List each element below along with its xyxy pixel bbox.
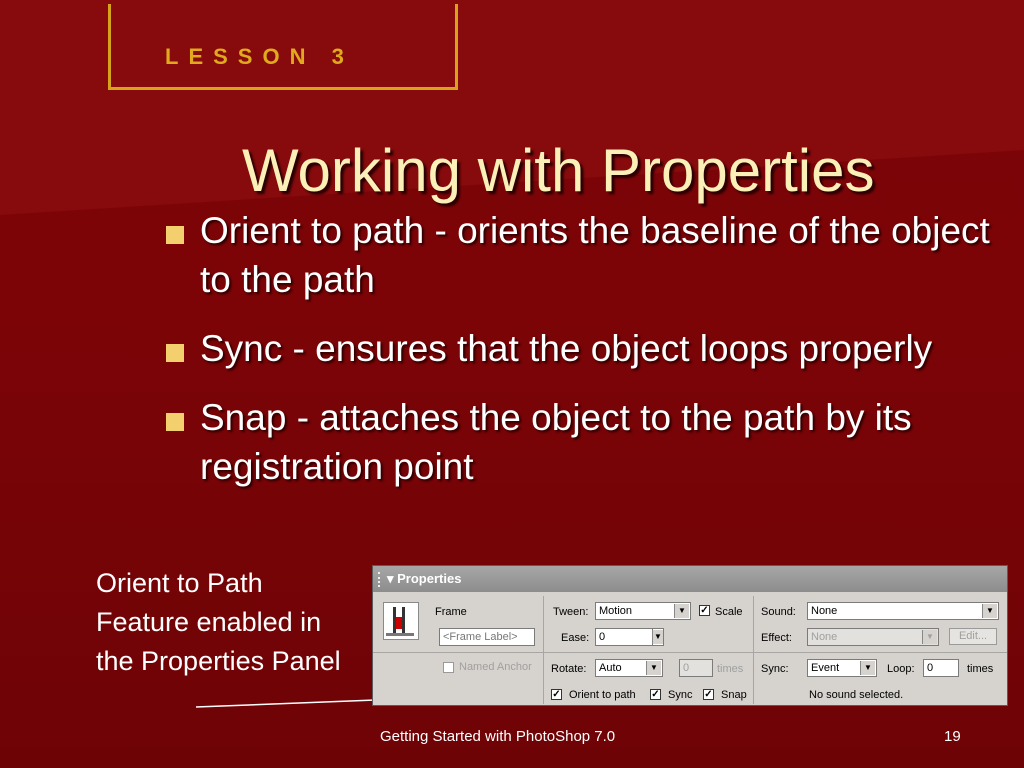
- chevron-down-icon[interactable]: ▼: [922, 630, 937, 644]
- divider: [373, 652, 1008, 653]
- bullet-text: Snap - attaches the object to the path by its registration point: [200, 397, 912, 487]
- frame-label-input[interactable]: <Frame Label>: [439, 628, 535, 646]
- named-anchor-checkbox[interactable]: [443, 662, 454, 673]
- ease-input[interactable]: 0: [595, 628, 655, 646]
- times-label: times: [717, 663, 744, 675]
- bullet-list: [162, 206, 1002, 511]
- rotate-select[interactable]: [595, 659, 663, 677]
- tween-value: Motion: [599, 605, 633, 617]
- ease-stepper[interactable]: [652, 628, 664, 646]
- panel-caption: Orient to Path Feature enabled in the Properties Panel: [96, 568, 341, 676]
- bullet-item: [162, 206, 1002, 304]
- chevron-down-icon[interactable]: ▼: [982, 604, 997, 618]
- chevron-down-icon[interactable]: ▼: [674, 604, 689, 618]
- scale-checkbox[interactable]: ✓: [700, 605, 709, 616]
- scale-label: Scale: [715, 606, 743, 618]
- loop-input[interactable]: 0: [923, 659, 959, 677]
- orient-to-path-label: Orient to path: [569, 689, 636, 701]
- effect-label: Effect:: [761, 632, 792, 644]
- properties-panel: [372, 565, 1008, 706]
- snap-label: Snap: [721, 689, 747, 701]
- loop-times-label: times: [967, 663, 994, 675]
- sync-checkbox[interactable]: ✓: [651, 689, 660, 700]
- chevron-down-icon[interactable]: ▼: [860, 661, 875, 675]
- bullet-square-icon: [166, 344, 184, 362]
- edit-button[interactable]: Edit...: [949, 628, 997, 645]
- sound-value: None: [811, 605, 838, 617]
- lesson-label: LESSON 3: [165, 44, 354, 69]
- tween-select[interactable]: [595, 602, 691, 620]
- divider: [543, 596, 544, 704]
- sound-label: Sound:: [761, 606, 796, 618]
- panel-header[interactable]: [373, 566, 1007, 592]
- effect-select[interactable]: [807, 628, 939, 646]
- bullet-square-icon: [166, 226, 184, 244]
- loop-label: Loop:: [887, 663, 915, 675]
- sound-status: No sound selected.: [809, 689, 904, 701]
- bullet-text: Orient to path - orients the baseline of the object to the path: [200, 210, 990, 300]
- rotate-value: Auto: [599, 662, 622, 674]
- named-anchor-label: Named Anchor: [459, 661, 532, 673]
- page-number: 19: [944, 728, 961, 745]
- sound-select[interactable]: [807, 602, 999, 620]
- bullet-text: Sync - ensures that the object loops properly: [200, 328, 933, 369]
- tween-label: Tween:: [553, 606, 589, 618]
- chevron-down-icon[interactable]: ▼: [652, 630, 663, 644]
- orient-to-path-checkbox[interactable]: ✓: [552, 689, 561, 700]
- sync-label: Sync: [668, 689, 693, 701]
- footer-text: Getting Started with PhotoShop 7.0: [380, 728, 616, 745]
- frame-label: Frame: [435, 606, 467, 618]
- bullet-item: [162, 393, 1002, 491]
- snap-checkbox[interactable]: ✓: [704, 689, 713, 700]
- slide-title: Working with Properties: [242, 137, 875, 204]
- sync-select[interactable]: [807, 659, 877, 677]
- chevron-down-icon[interactable]: ▼: [646, 661, 661, 675]
- effect-value: None: [811, 631, 838, 643]
- ease-label: Ease:: [561, 632, 590, 644]
- frame-icon: [383, 602, 419, 640]
- panel-title[interactable]: ▾ Properties: [387, 571, 462, 586]
- rotate-label: Rotate:: [551, 663, 587, 675]
- bullet-square-icon: [166, 413, 184, 431]
- bullet-item: [162, 324, 1002, 373]
- sync-value: Event: [811, 662, 840, 674]
- rotate-times-input[interactable]: 0: [679, 659, 713, 677]
- sync-field-label: Sync:: [761, 663, 789, 675]
- divider: [753, 596, 754, 704]
- grip-icon[interactable]: [378, 572, 383, 587]
